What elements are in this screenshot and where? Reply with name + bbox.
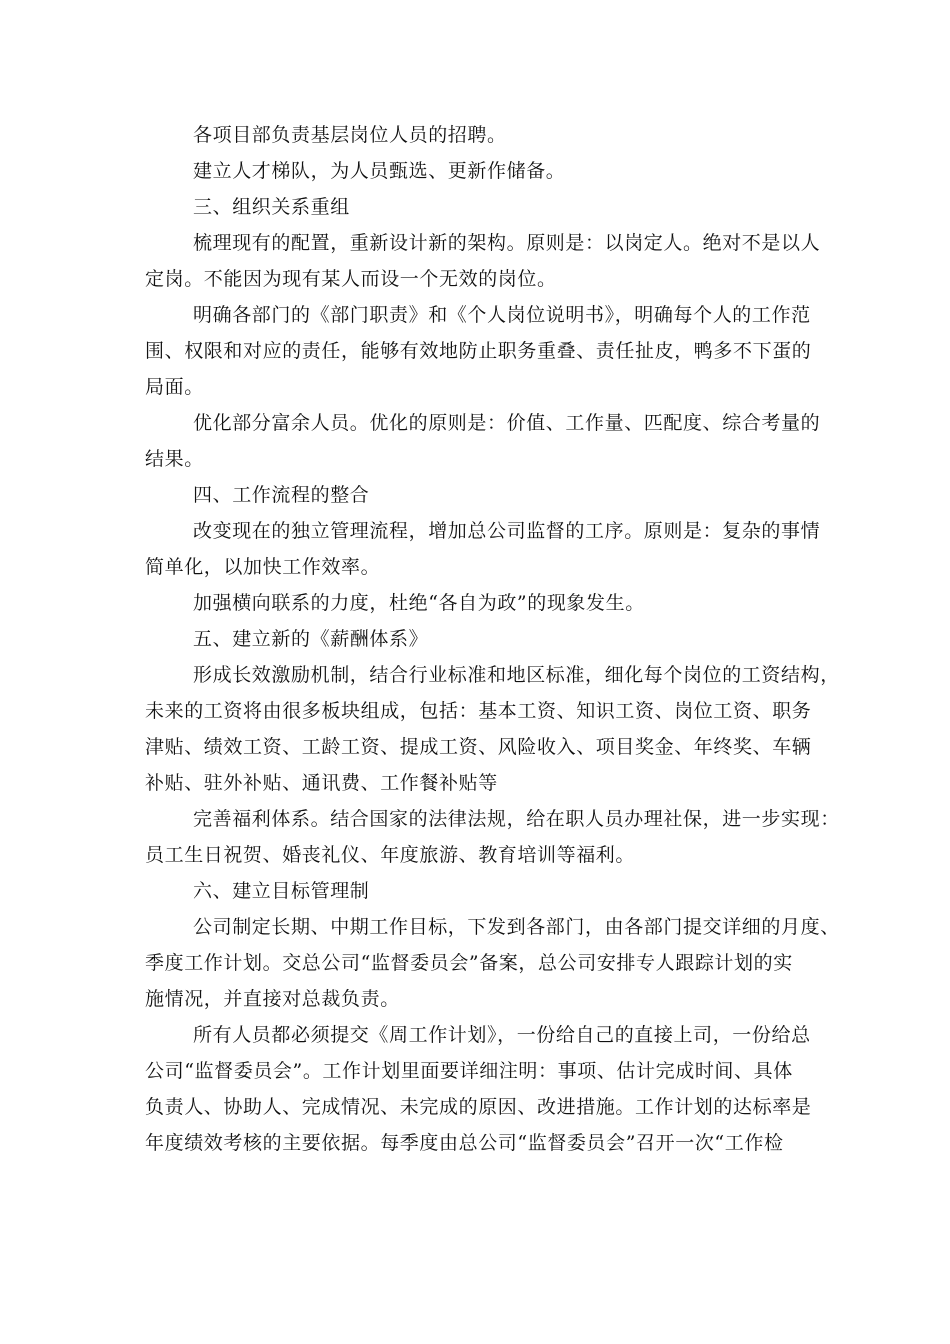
text-line: 各项目部负责基层岗位人员的招聘。 bbox=[193, 124, 507, 146]
text-line: 补贴、驻外补贴、通讯费、工作餐补贴等 bbox=[145, 772, 498, 794]
text-line: 围、权限和对应的责任，能够有效地防止职务重叠、责任扯皮，鸭多不下蛋的 bbox=[145, 340, 812, 362]
text-line: 完善福利体系。结合国家的法律法规，给在职人员办理社保，进一步实现： bbox=[193, 808, 840, 830]
text-line: 季度工作计划。交总公司“监督委员会”备案，总公司安排专人跟踪计划的实 bbox=[145, 952, 793, 974]
text-line: 局面。 bbox=[145, 376, 204, 398]
section-heading: 五、建立新的《薪酬体系》 bbox=[193, 628, 429, 650]
text-line: 员工生日祝贺、婚丧礼仪、年度旅游、教育培训等福利。 bbox=[145, 844, 636, 866]
text-line: 优化部分富余人员。优化的原则是：价值、工作量、匹配度、综合考量的 bbox=[193, 412, 821, 434]
text-line: 明确各部门的《部门职责》和《个人岗位说明书》，明确每个人的工作范 bbox=[193, 304, 811, 326]
text-line: 津贴、绩效工资、工龄工资、提成工资、风险收入、项目奖金、年终奖、车辆 bbox=[145, 736, 812, 758]
text-line: 改变现在的独立管理流程，增加总公司监督的工序。原则是：复杂的事情 bbox=[193, 520, 821, 542]
text-line: 施情况，并直接对总裁负责。 bbox=[145, 988, 400, 1010]
text-line: 所有人员都必须提交《周工作计划》，一份给自己的直接上司，一份给总 bbox=[193, 1024, 811, 1046]
text-line: 未来的工资将由很多板块组成，包括：基本工资、知识工资、岗位工资、职务 bbox=[145, 700, 812, 722]
text-line: 公司“监督委员会”。工作计划里面要详细注明：事项、估计完成时间、具体 bbox=[145, 1060, 793, 1082]
text-line: 加强横向联系的力度，杜绝“各自为政”的现象发生。 bbox=[193, 592, 645, 614]
section-heading: 四、工作流程的整合 bbox=[193, 484, 370, 506]
text-line: 建立人才梯队，为人员甄选、更新作储备。 bbox=[193, 160, 566, 182]
section-heading: 六、建立目标管理制 bbox=[193, 880, 370, 902]
text-line: 公司制定长期、中期工作目标，下发到各部门，由各部门提交详细的月度、 bbox=[193, 916, 840, 938]
text-line: 形成长效激励机制，结合行业标准和地区标准，细化每个岗位的工资结构， bbox=[193, 664, 840, 686]
text-line: 简单化，以加快工作效率。 bbox=[145, 556, 381, 578]
text-line: 定岗。不能因为现有某人而设一个无效的岗位。 bbox=[145, 268, 557, 290]
section-heading: 三、组织关系重组 bbox=[193, 196, 350, 218]
text-line: 负责人、协助人、完成情况、未完成的原因、改进措施。工作计划的达标率是 bbox=[145, 1096, 812, 1118]
text-line: 年度绩效考核的主要依据。每季度由总公司“监督委员会”召开一次“工作检 bbox=[145, 1132, 784, 1154]
text-line: 结果。 bbox=[145, 448, 204, 470]
text-line: 梳理现有的配置，重新设计新的架构。原则是：以岗定人。绝对不是以人 bbox=[193, 232, 821, 254]
